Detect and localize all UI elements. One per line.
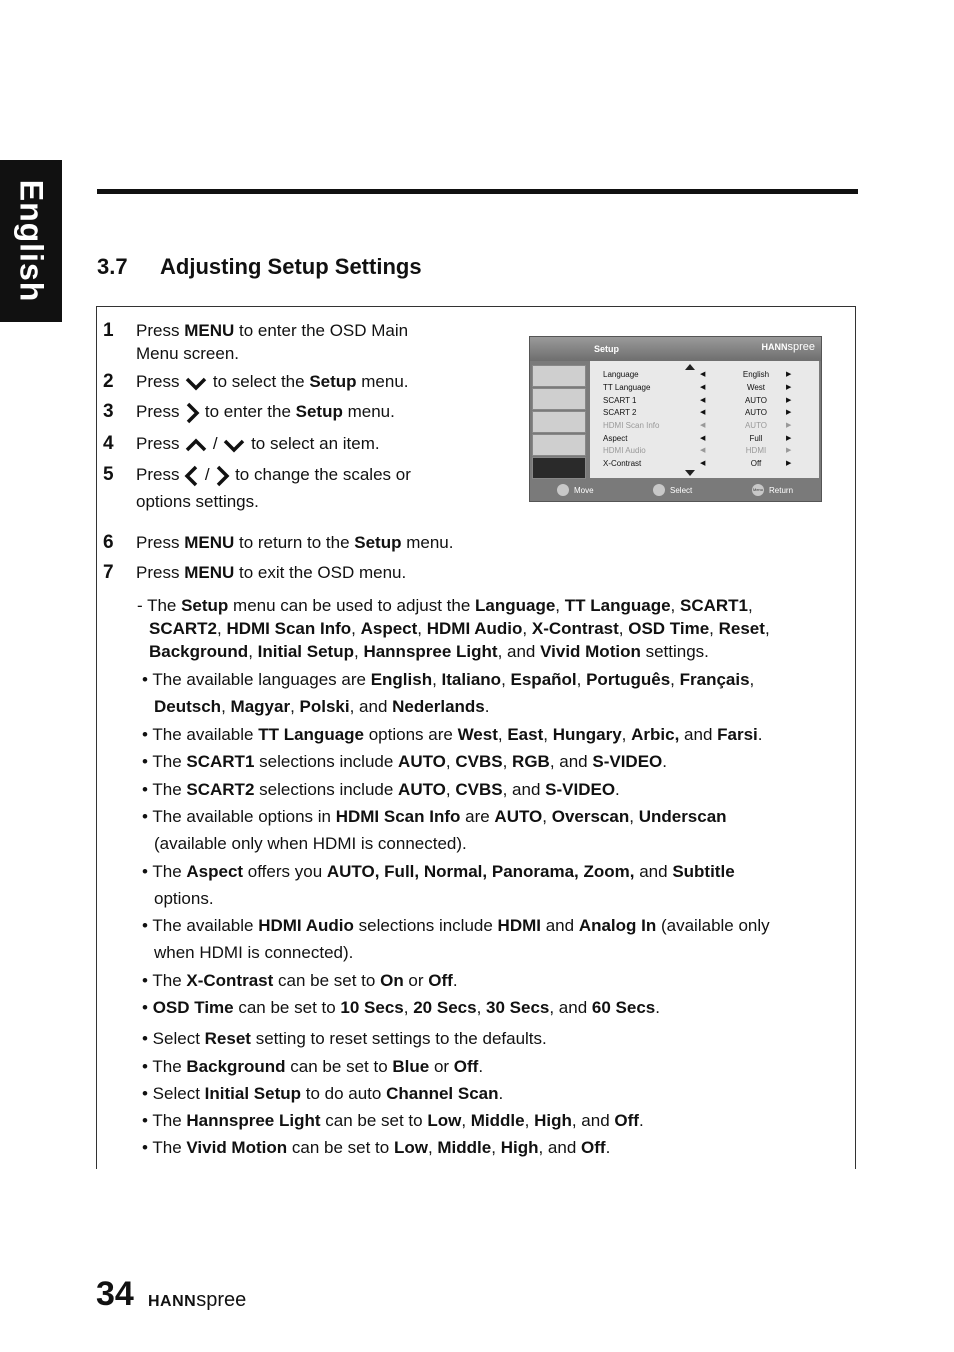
left-arrow-icon: ◀ [700, 435, 706, 442]
select-key-icon [653, 484, 665, 496]
osd-select-hint: Select [670, 486, 693, 495]
bullet-aspect: • The Aspect offers you AUTO, Full, Normal, Panorama, Zoom, and Subtitle options. [142, 862, 735, 908]
right-arrow-icon: ▶ [786, 384, 792, 391]
chevron-up-icon [184, 437, 208, 453]
setup-description: - The Setup menu can be used to adjust the Language, TT Language, SCART1, SCART2, HDMI Scan Info, Aspect, HDMI Audio, X-Contrast, OSD Time, Reset, Background, Initial Setup, Hannspree Light, and Vivid Motion settings. [137, 596, 770, 661]
bullet-background: • The Background can be set to Blue or Off. [142, 1057, 484, 1076]
left-arrow-icon: ◀ [700, 460, 706, 467]
section-heading: Adjusting Setup Settings [160, 254, 422, 279]
left-arrow-icon: ◀ [700, 422, 706, 429]
bullet-osd-time: • OSD Time can be set to 10 Secs, 20 Secs, 30 Secs, and 60 Secs. [142, 998, 660, 1017]
chevron-down-icon [184, 375, 208, 391]
step-text: Press MENU to exit the OSD menu. [136, 563, 407, 582]
step-text: Press MENU to enter the OSD Main Menu screen. [136, 321, 409, 363]
osd-row-scart2: SCART 2 ◀ AUTO ▶ [603, 408, 792, 417]
section-title [97, 254, 422, 280]
hannspree-logo: HANNspree [148, 1289, 247, 1311]
osd-sound-menu-icon [532, 388, 586, 410]
osd-tv-menu-icon [532, 411, 586, 433]
bullet-hdmi-scan-info: • The available options in HDMI Scan Info are AUTO, Overscan, Underscan (available only when HDMI is connected). [142, 807, 727, 853]
left-arrow-icon: ◀ [700, 371, 706, 378]
left-arrow-icon: ◀ [700, 447, 706, 454]
osd-return-hint: Return [769, 486, 794, 495]
osd-setup-screenshot [529, 336, 822, 502]
bullet-hdmi-audio: • The available HDMI Audio selections include HDMI and Analog In (available only when HDMI is connected). [142, 916, 770, 962]
step-text: Press / to change the scales or options settings. [136, 465, 411, 511]
right-arrow-icon: ▶ [786, 409, 792, 416]
osd-settings-panel [590, 361, 819, 478]
osd-feature-menu-icon [532, 434, 586, 456]
osd-row-aspect: Aspect ◀ Full ▶ [603, 434, 792, 443]
top-rule [97, 189, 858, 194]
osd-row-hdmi-audio: HDMI Audio ◀ HDMI ▶ [603, 446, 792, 455]
language-side-tab [0, 160, 62, 322]
right-arrow-icon: ▶ [786, 447, 792, 454]
bullet-x-contrast: • The X-Contrast can be set to On or Off. [142, 971, 458, 990]
move-key-icon [557, 484, 569, 496]
bullet-reset: • Select Reset setting to reset settings to the defaults. [142, 1029, 547, 1048]
step-number: 6 [103, 532, 114, 553]
osd-row-hdmi-scan-info: HDMI Scan Info ◀ AUTO ▶ [603, 421, 792, 430]
osd-title: Setup [594, 344, 620, 354]
chevron-right-icon [184, 402, 200, 424]
bullet-languages: • The available languages are English, Italiano, Español, Português, Français, Deutsch, Magyar, Polski, and Nederlands. [142, 670, 755, 716]
osd-picture-menu-icon [532, 365, 586, 387]
side-tab-label: English [13, 179, 50, 303]
osd-footer [530, 480, 821, 500]
osd-row-x-contrast: X-Contrast ◀ Off ▶ [603, 459, 792, 468]
step-number: 3 [103, 401, 114, 422]
step-text: Press to enter the Setup menu. [136, 400, 395, 424]
osd-move-hint: Move [574, 486, 594, 495]
osd-row-tt-language: TT Language ◀ West ▶ [603, 383, 792, 392]
menu-key-icon: Menu [752, 484, 764, 496]
step-number: 1 [103, 320, 114, 341]
step-text: Press to select the Setup menu. [136, 372, 409, 391]
step-number: 4 [103, 433, 114, 454]
scroll-down-icon [685, 470, 695, 476]
chevron-left-icon [184, 465, 200, 487]
bullet-hannspree-light: • The Hannspree Light can be set to Low, Middle, High, and Off. [142, 1111, 644, 1130]
bullet-scart2: • The SCART2 selections include AUTO, CVBS, and S-VIDEO. [142, 780, 620, 799]
left-arrow-icon: ◀ [700, 409, 706, 416]
bullet-initial-setup: • Select Initial Setup to do auto Channel Scan. [142, 1084, 504, 1103]
section-number: 3.7 [97, 254, 128, 279]
bullet-tt-language: • The available TT Language options are West, East, Hungary, Arbic, and Farsi. [142, 725, 763, 744]
step-number: 2 [103, 371, 114, 392]
chevron-down-icon [222, 437, 246, 453]
bullet-scart1: • The SCART1 selections include AUTO, CVBS, RGB, and S-VIDEO. [142, 752, 668, 771]
osd-header [530, 337, 821, 361]
left-arrow-icon: ◀ [700, 397, 706, 404]
step-number: 5 [103, 464, 114, 485]
right-arrow-icon: ▶ [786, 460, 792, 467]
right-arrow-icon: ▶ [786, 397, 792, 404]
page-number: 34 [96, 1275, 134, 1313]
osd-row-scart1: SCART 1 ◀ AUTO ▶ [603, 396, 792, 405]
step-text: Press / to select an item. [136, 434, 380, 453]
right-arrow-icon: ▶ [786, 371, 792, 378]
step-text: Press MENU to return to the Setup menu. [136, 533, 454, 552]
osd-brand-logo: HANNspree [761, 341, 815, 353]
bullet-vivid-motion: • The Vivid Motion can be set to Low, Middle, High, and Off. [142, 1138, 611, 1157]
step-number: 7 [103, 562, 114, 583]
osd-setup-menu-icon [532, 457, 586, 479]
left-arrow-icon: ◀ [700, 384, 706, 391]
chevron-right-icon [214, 465, 230, 487]
right-arrow-icon: ▶ [786, 422, 792, 429]
right-arrow-icon: ▶ [786, 435, 792, 442]
osd-row-language: Language ◀ English ▶ [603, 370, 792, 379]
